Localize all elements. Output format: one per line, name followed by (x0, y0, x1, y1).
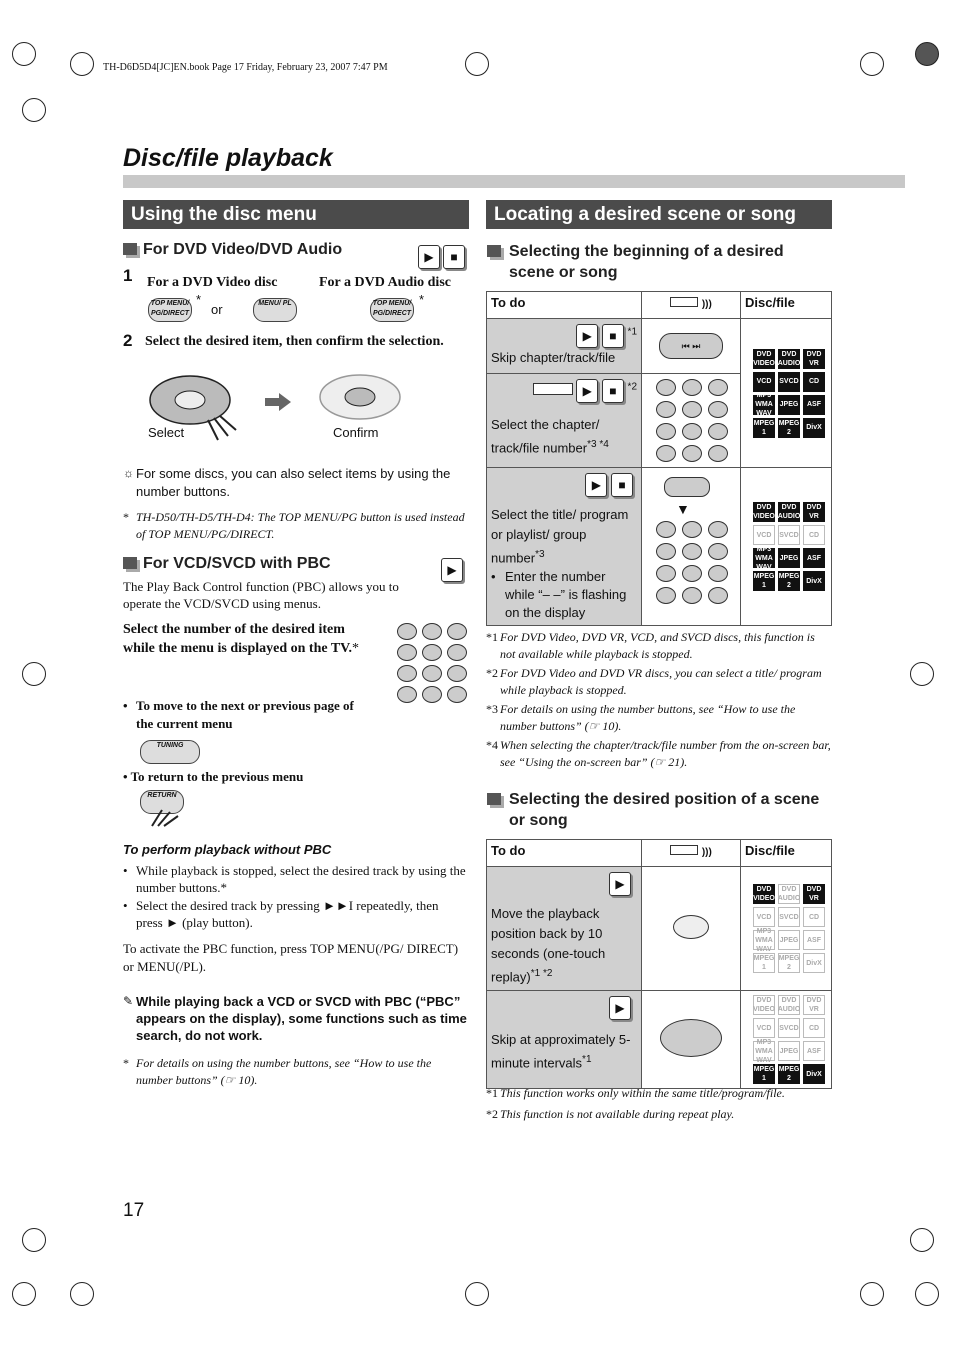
registration-mark (860, 1282, 884, 1306)
play-icon: ▶ (609, 996, 631, 1020)
section-disc-menu: Using the disc menu (123, 200, 469, 229)
disc-badge: DivX (803, 953, 825, 973)
disc-badge: MPEG 2 (778, 419, 800, 436)
disc-badge: DVD VR (803, 502, 825, 522)
badge-cell-1 (741, 319, 832, 468)
disc-badge: MP3 WMA WAV (753, 1041, 775, 1061)
disc-badge: MPEG 2 (778, 1066, 800, 1083)
disc-badge: MPEG 1 (753, 1066, 775, 1083)
disc-badge: SVCD (778, 1018, 800, 1038)
stop-icon: ■ (443, 245, 465, 269)
top-menu-button-audio: TOP MENU/ PG/DIRECT (370, 298, 414, 322)
disc-badge: DivX (803, 1064, 825, 1084)
warning-icon: ✎ (123, 994, 134, 1008)
registration-mark (910, 662, 934, 686)
disc-badge: DVD VR (803, 995, 825, 1015)
dvd-footnote: TH-D50/TH-D5/TH-D4: The TOP MENU/PG button is used instead of TOP MENU/PG/DIRECT. (136, 510, 465, 541)
pbc-instruction: Select the number of the desired item while the menu is displayed on the TV.* (123, 622, 359, 656)
star-mark: * (419, 292, 425, 307)
disc-badge: CD (803, 907, 825, 927)
without-pbc-item-2: • Select the desired track by pressing ►►I repeatedly, then press ► (play button). (123, 898, 439, 930)
footnote-item: *3 For details on using the number buttons, see “How to use the number buttons” (☞ 10). (486, 702, 796, 733)
registration-mark (915, 42, 939, 66)
col-todo: To do (487, 840, 642, 867)
footnote-star: * (123, 510, 129, 524)
col-disc-file: Disc/file (741, 840, 832, 867)
confirm-cursor-illustration (318, 372, 402, 422)
arrow-down-icon: ▼ (676, 501, 690, 517)
pbc-intro: The Play Back Control function (PBC) allows you to operate the VCD/SVCD using menus. (123, 579, 399, 611)
disc-badge: DVD VIDEO (753, 997, 775, 1014)
disc-badge: MPEG 1 (753, 955, 775, 972)
disc-badge: JPEG (778, 1041, 800, 1061)
stop-icon: ■ (602, 324, 624, 348)
disc-badge: DVD VIDEO (753, 504, 775, 521)
dvd-heading: For DVD Video/DVD Audio (123, 241, 342, 259)
heading-icon (487, 245, 501, 257)
disc-badge: DVD VIDEO (753, 886, 775, 903)
disc-badge: MPEG 2 (778, 573, 800, 590)
without-pbc-title: To perform playback without PBC (123, 842, 332, 857)
heading-icon (123, 243, 137, 255)
play-icon: ▶ (585, 473, 607, 497)
table-position (486, 839, 832, 1089)
step-2-number: 2 (123, 331, 133, 350)
title-group-illustration (642, 468, 741, 626)
book-info-line: TH-D6D5D4[JC]EN.book Page 17 Friday, February 23, 2007 7:47 PM (103, 62, 388, 73)
disc-badge: JPEG (778, 548, 800, 568)
footnote-item: *2 For DVD Video and DVD VR discs, you can select a title/ program while playback is stopped. (486, 666, 822, 697)
registration-mark (915, 1282, 939, 1306)
sub-heading-beginning: Selecting the beginning of a desired scene or song (487, 241, 832, 283)
play-icon: ▶ (576, 379, 598, 403)
disc-badge: MPEG 1 (753, 419, 775, 436)
disc-badge: ASF (803, 1041, 825, 1061)
registration-mark (70, 52, 94, 76)
disc-badge: DivX (803, 571, 825, 591)
arrow-right-icon (265, 393, 291, 411)
vcd-footnote: For details on using the number buttons, see “How to use the number buttons” (☞ 10). (136, 1056, 432, 1087)
tip-icon: ☼ (123, 466, 134, 480)
disc-badge: MP3 WMA WAV (753, 930, 775, 950)
play-icon: ▶ (609, 872, 631, 896)
disc-badge: VCD (753, 907, 775, 927)
disc-badge: MP3 WMA WAV (753, 548, 775, 568)
disc-badge: MPEG 1 (753, 573, 775, 590)
disc-badges (753, 502, 827, 591)
disc-badge: ASF (803, 930, 825, 950)
registration-mark (12, 42, 36, 66)
disc-badge: DVD AUDIO (777, 997, 801, 1014)
disc-badge: SVCD (778, 372, 800, 392)
disc-badge: CD (803, 372, 825, 392)
registration-mark (22, 1228, 46, 1252)
section-locating: Locating a desired scene or song (486, 200, 832, 229)
stop-icon: ■ (602, 379, 624, 403)
disc-badge: DVD VR (803, 349, 825, 369)
onscreen-bar-icon (533, 383, 573, 395)
step-2-text: Select the desired item, then confirm the selection. (145, 334, 444, 349)
disc-badge: SVCD (778, 525, 800, 545)
row-replay: ▶ Move the playback position back by 10 seconds (one-touch replay)$^{*1 *2}$ (487, 867, 642, 991)
registration-mark (860, 52, 884, 76)
badge-cell-2 (741, 468, 832, 626)
row-select-chapter: ▶ ■ $^{*2}$ Select the chapter/ track/file number$^{*3 *4}$ (487, 374, 642, 468)
registration-mark (22, 98, 46, 122)
disc-badge: MPEG 2 (778, 955, 800, 972)
disc-badges (753, 884, 827, 973)
footnote-item: *1 This function works only within the same title/program/file. (486, 1086, 785, 1100)
footnote-item: *4 When selecting the chapter/track/file number from the on-screen bar, see “Using the on-screen bar” (☞ 21). (486, 738, 831, 769)
registration-mark (12, 1282, 36, 1306)
table-beginning (486, 291, 832, 626)
stop-icon: ■ (611, 473, 633, 497)
badge-cell-4 (741, 991, 832, 1089)
disc-badge: DivX (803, 418, 825, 438)
step-1-dvd-video: For a DVD Video disc (147, 275, 278, 290)
tuning-button: TUNING (140, 740, 200, 764)
pbc-warning: While playing back a VCD or SVCD with PBC (“PBC” appears on the display), some functions such as time search, do not work. (136, 994, 467, 1043)
disc-badge: ASF (803, 548, 825, 568)
remote-col-icon: ))) (642, 292, 741, 319)
footnotes-table1 (486, 629, 832, 771)
play-icon: ▶ (418, 245, 440, 269)
col-todo: To do (487, 292, 642, 319)
footnote-star: * (123, 1056, 129, 1070)
star-mark: * (196, 292, 202, 307)
registration-mark (910, 1228, 934, 1252)
col-disc-file: Disc/file (741, 292, 832, 319)
disc-badge: DVD AUDIO (777, 350, 801, 367)
select-label: Select (148, 425, 185, 440)
return-button: RETURN (140, 790, 184, 814)
registration-mark (465, 52, 489, 76)
replay-button-illustration (642, 867, 741, 991)
skip-remote-illustration: ⏮ ⏭ (642, 319, 741, 374)
confirm-label: Confirm (333, 425, 379, 440)
heading-icon (123, 557, 137, 569)
disc-badge: MP3 WMA WAV (753, 395, 775, 415)
footnote-item: *1 For DVD Video, DVD VR, VCD, and SVCD discs, this function is not available while playback is stopped. (486, 630, 815, 661)
heading-icon (487, 793, 501, 805)
disc-badge: VCD (753, 525, 775, 545)
disc-badge: CD (803, 1018, 825, 1038)
disc-badge: DVD VR (803, 884, 825, 904)
vcd-heading: For VCD/SVCD with PBC (123, 555, 331, 573)
activate-pbc: To activate the PBC function, press TOP MENU(/PG/ DIRECT) or MENU(/PL). (123, 941, 459, 974)
bullet-return: • To return to the previous menu (123, 769, 304, 784)
finger-press-icon (150, 806, 180, 828)
disc-badge: VCD (753, 372, 775, 392)
step-1-dvd-audio: For a DVD Audio disc (319, 275, 451, 290)
page-number: 17 (123, 1200, 145, 1221)
disc-badge: VCD (753, 1018, 775, 1038)
or-text: or (211, 302, 223, 317)
registration-mark (22, 662, 46, 686)
cursor-button-illustration (642, 991, 741, 1089)
without-pbc-item-1: • While playback is stopped, select the desired track by using the number buttons.* (123, 863, 466, 895)
disc-badge: JPEG (778, 395, 800, 415)
disc-badge: JPEG (778, 930, 800, 950)
disc-badges (753, 349, 827, 438)
play-icon: ▶ (576, 324, 598, 348)
registration-mark (465, 1282, 489, 1306)
top-menu-button: TOP MENU/ PG/DIRECT (148, 298, 192, 322)
disc-badge: DVD AUDIO (777, 504, 801, 521)
disc-badge: DVD AUDIO (777, 886, 801, 903)
disc-badges (753, 995, 827, 1084)
tip-text: For some discs, you can also select items by using the number buttons. (136, 466, 451, 499)
menu-button: MENU/ PL (253, 298, 297, 322)
number-keypad-illustration (397, 623, 469, 703)
footnotes-table2 (486, 1085, 832, 1123)
sub-heading-position: Selecting the desired position of a scene or song (487, 789, 832, 831)
row-select-title: ▶ ■ Select the title/ program or playlist/ group number$^{*3}$ • Enter the number while “– –” is flashing on the display (487, 468, 642, 626)
disc-badge: CD (803, 525, 825, 545)
title-rule (123, 175, 905, 188)
bullet-next-page: • To move to the next or previous page of the current menu (123, 698, 354, 731)
row-skip: ▶ ■ $^{*1}$ Skip chapter/track/file (487, 319, 642, 374)
disc-badge: DVD VIDEO (753, 350, 775, 367)
badge-cell-3 (741, 867, 832, 991)
registration-mark (70, 1282, 94, 1306)
row-skip-5min: ▶ Skip at approximately 5-minute intervals$^{*1}$ (487, 991, 642, 1089)
disc-badge: ASF (803, 395, 825, 415)
remote-col-icon: ))) (642, 840, 741, 867)
number-keypad-illustration (642, 374, 741, 468)
page-title: Disc/file playback (123, 144, 333, 172)
footnote-item: *2 This function is not available during repeat play. (486, 1107, 735, 1121)
step-1-number: 1 (123, 266, 133, 285)
title-group-button (664, 477, 710, 497)
disc-badge: SVCD (778, 907, 800, 927)
play-icon: ▶ (441, 558, 463, 582)
